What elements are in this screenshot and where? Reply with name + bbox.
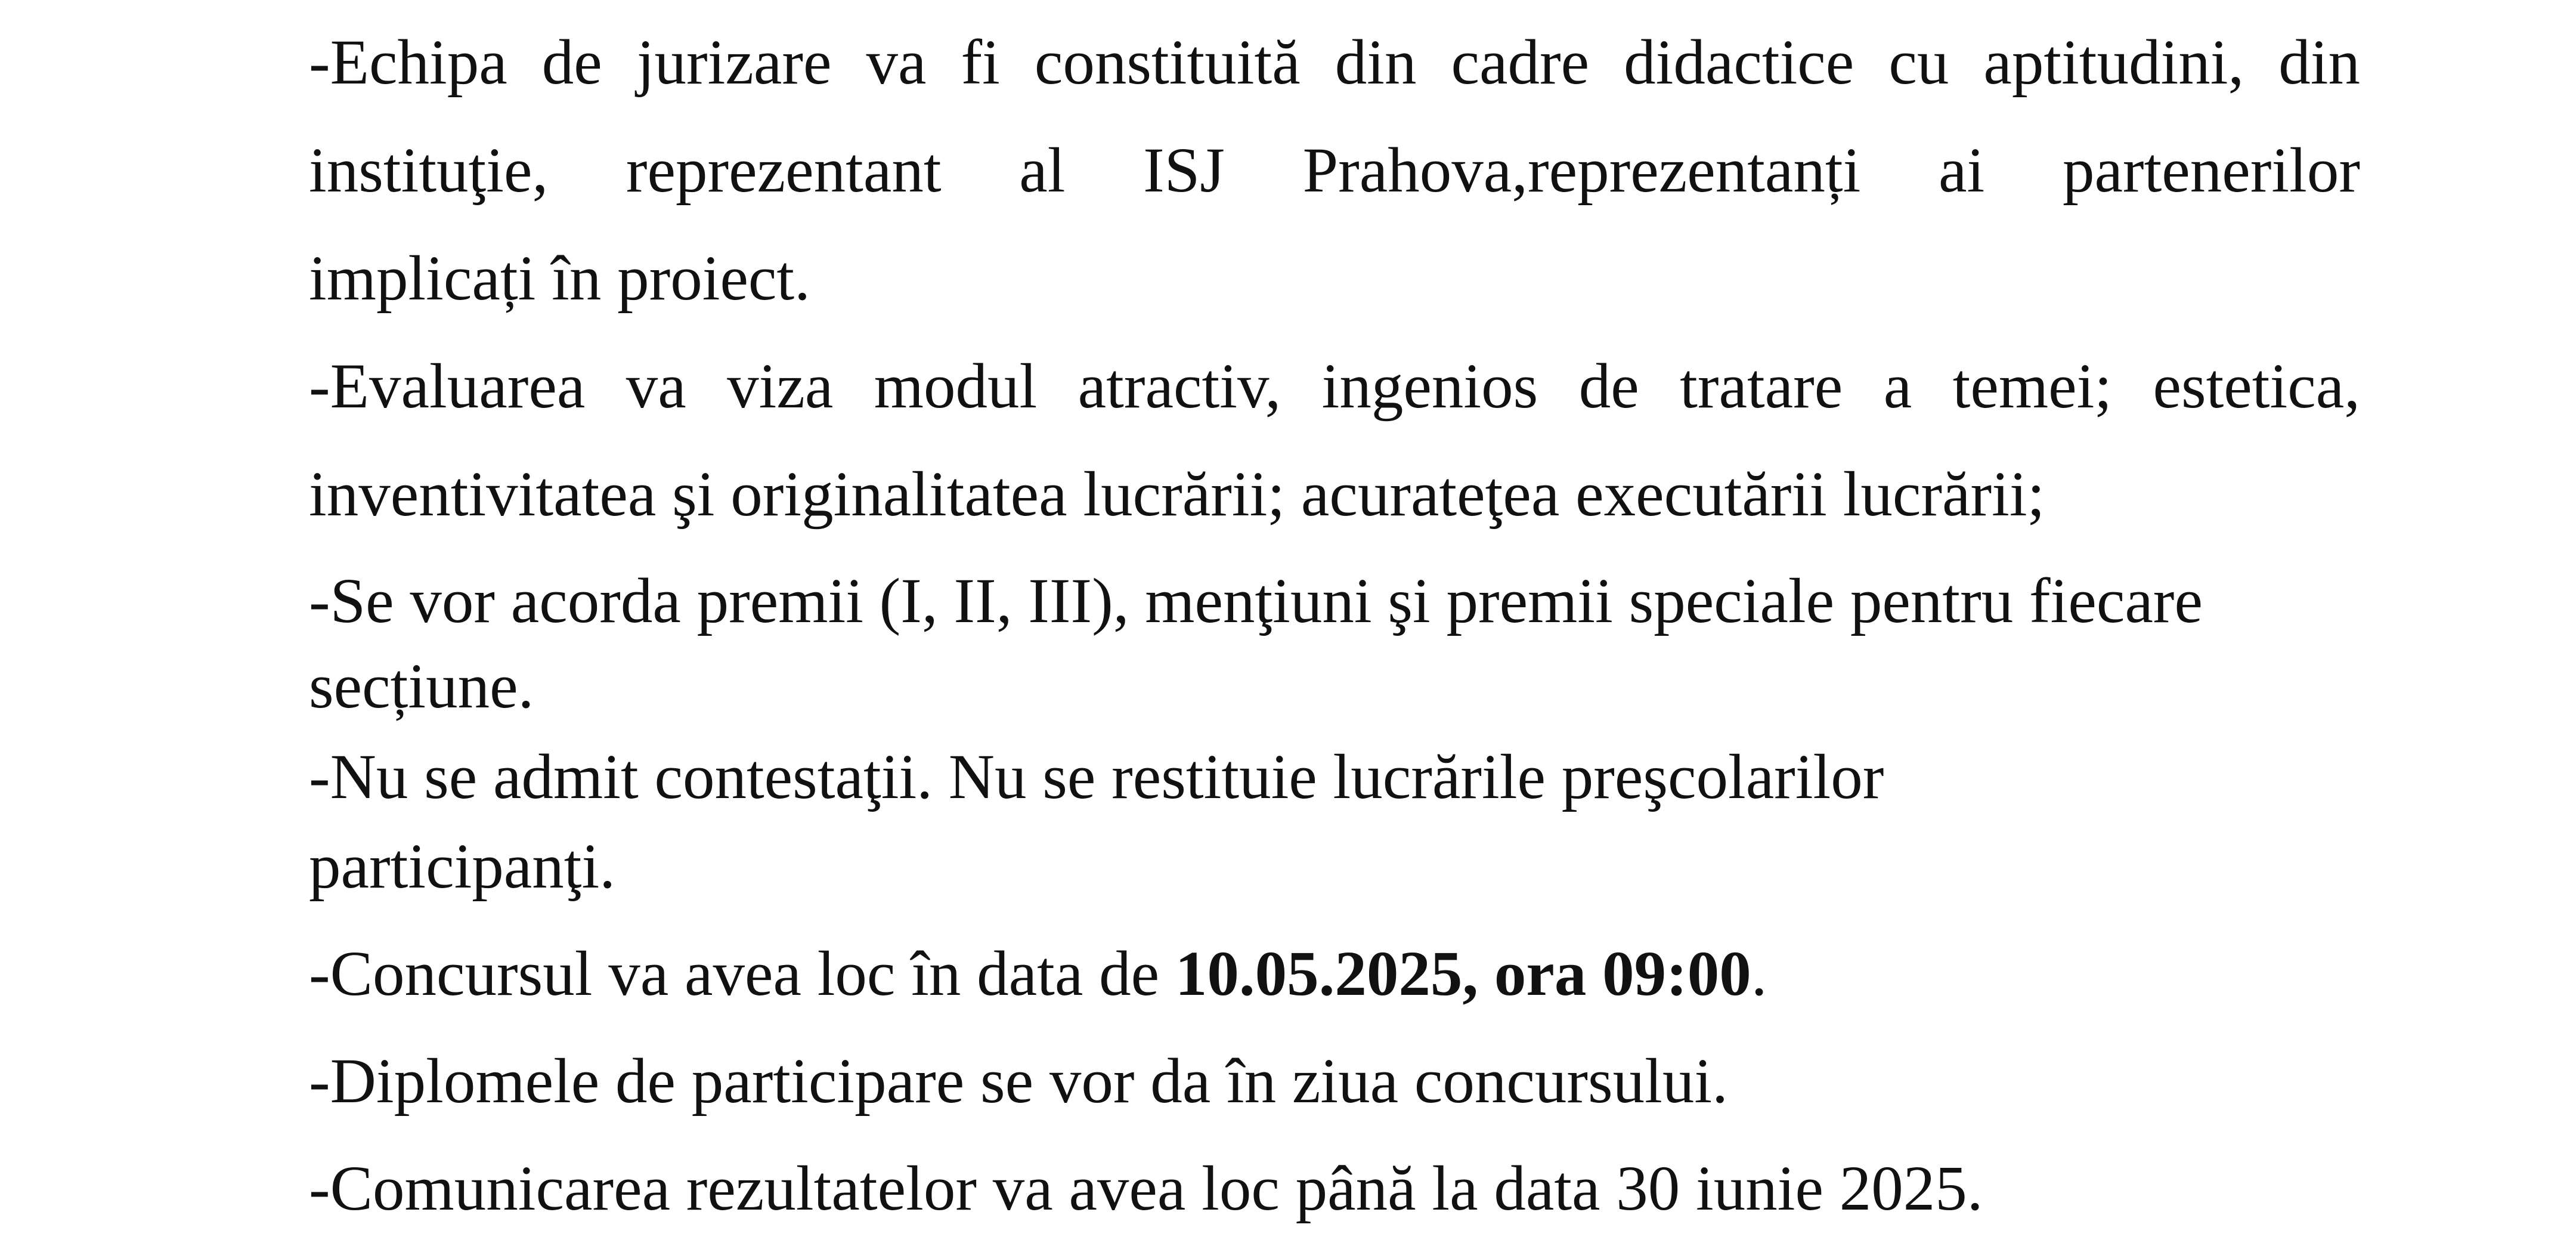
diplomas-line: -Diplomele de participare se vor da în ziua concursului. [309,1046,1728,1117]
jury-line-1: -Echipa de jurizare va fi constituită din cadre didactice cu aptitudini, din [309,27,2360,98]
contest-rules-line-2: participanţi. [309,831,615,902]
prizes-line-1: -Se vor acorda premii (I, II, III), menţiuni şi premii speciale pentru fiecare [309,566,2203,636]
contest-date-prefix: -Concursul va avea loc în data de [309,939,1175,1009]
contest-date-bold: 10.05.2025, ora 09:00 [1175,939,1751,1009]
contest-date-suffix: . [1751,939,1767,1009]
prizes-line-2: secțiune. [309,651,534,722]
results-line: -Comunicarea rezultatelor va avea loc până la data 30 iunie 2025. [309,1154,1983,1224]
evaluation-line-1: -Evaluarea va viza modul atractiv, ingenios de tratare a temei; estetica, [309,351,2360,422]
jury-line-2: instituţie, reprezentant al ISJ Prahova,reprezentanți ai partenerilor [309,135,2360,206]
contest-date-line [309,939,1767,1009]
jury-line-3: implicați în proiect. [309,243,810,314]
evaluation-line-2: inventivitatea şi originalitatea lucrării; acurateţea executării lucrării; [309,459,2045,530]
contest-rules-line-1: -Nu se admit contestaţii. Nu se restituie lucrările preşcolarilor [309,742,1884,812]
